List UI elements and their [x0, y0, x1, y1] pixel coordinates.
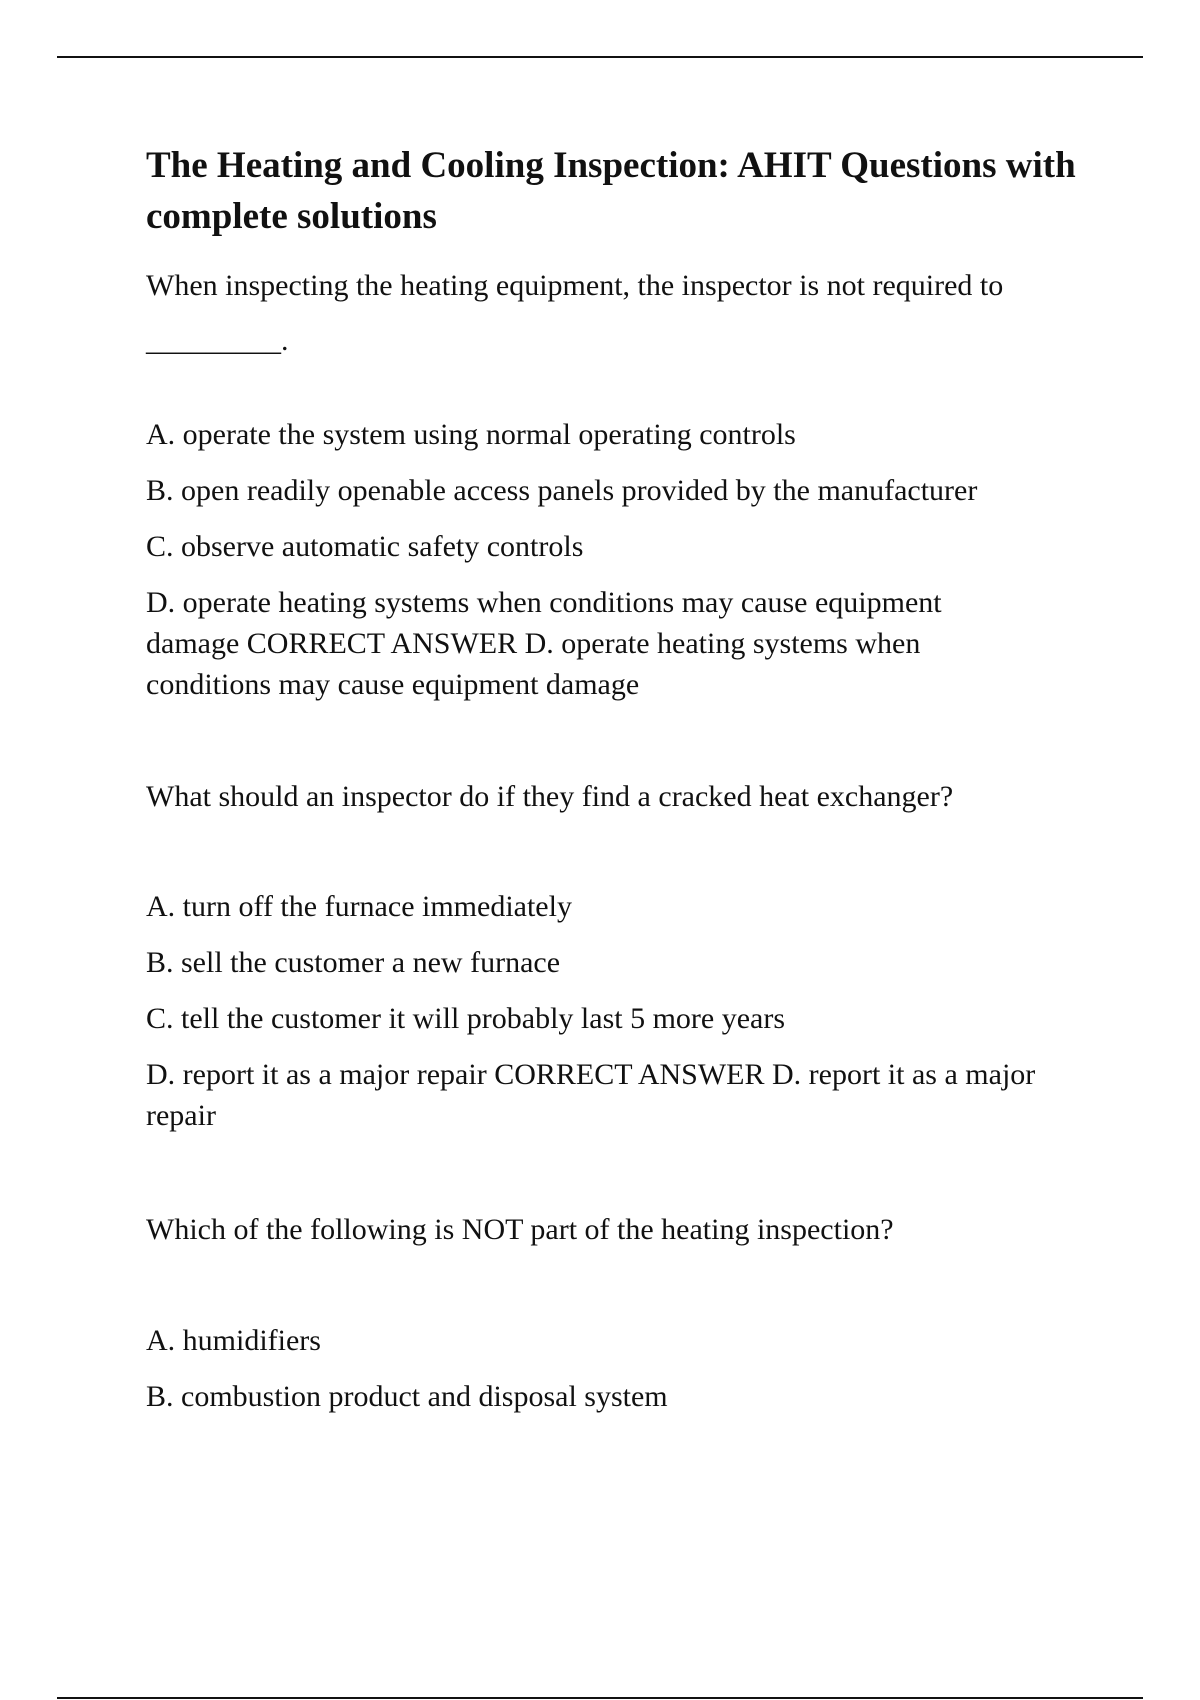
question-1-option-c: C. observe automatic safety controls — [146, 530, 584, 563]
question-2-option-d: D. report it as a major repair CORRECT ANSWER D. report it as a major repair — [146, 1058, 1036, 1132]
question-3-prompt: Which of the following is NOT part of the heating inspection? — [146, 1213, 894, 1246]
question-2-option-c: C. tell the customer it will probably last 5 more years — [146, 1002, 786, 1035]
question-1-option-a: A. operate the system using normal operating controls — [146, 418, 796, 451]
question-2-option-a: A. turn off the furnace immediately — [146, 890, 572, 923]
question-1-option-b: B. open readily openable access panels provided by the manufacturer — [146, 474, 978, 507]
question-1-option-d: D. operate heating systems when conditions may cause equipment damage CORRECT ANSWER D. operate heating systems when conditions may cause equipment damage — [146, 586, 942, 701]
question-2-prompt: What should an inspector do if they find a cracked heat exchanger? — [146, 780, 954, 813]
top-rule — [57, 56, 1143, 58]
question-2-option-b: B. sell the customer a new furnace — [146, 946, 561, 979]
bottom-rule — [57, 1697, 1143, 1699]
document-title: The Heating and Cooling Inspection: AHIT Questions with complete solutions — [146, 145, 1076, 237]
question-1-prompt: When inspecting the heating equipment, the inspector is not required to _________. — [146, 269, 1004, 357]
question-3-option-a: A. humidifiers — [146, 1324, 321, 1357]
question-3-option-b: B. combustion product and disposal system — [146, 1380, 668, 1413]
